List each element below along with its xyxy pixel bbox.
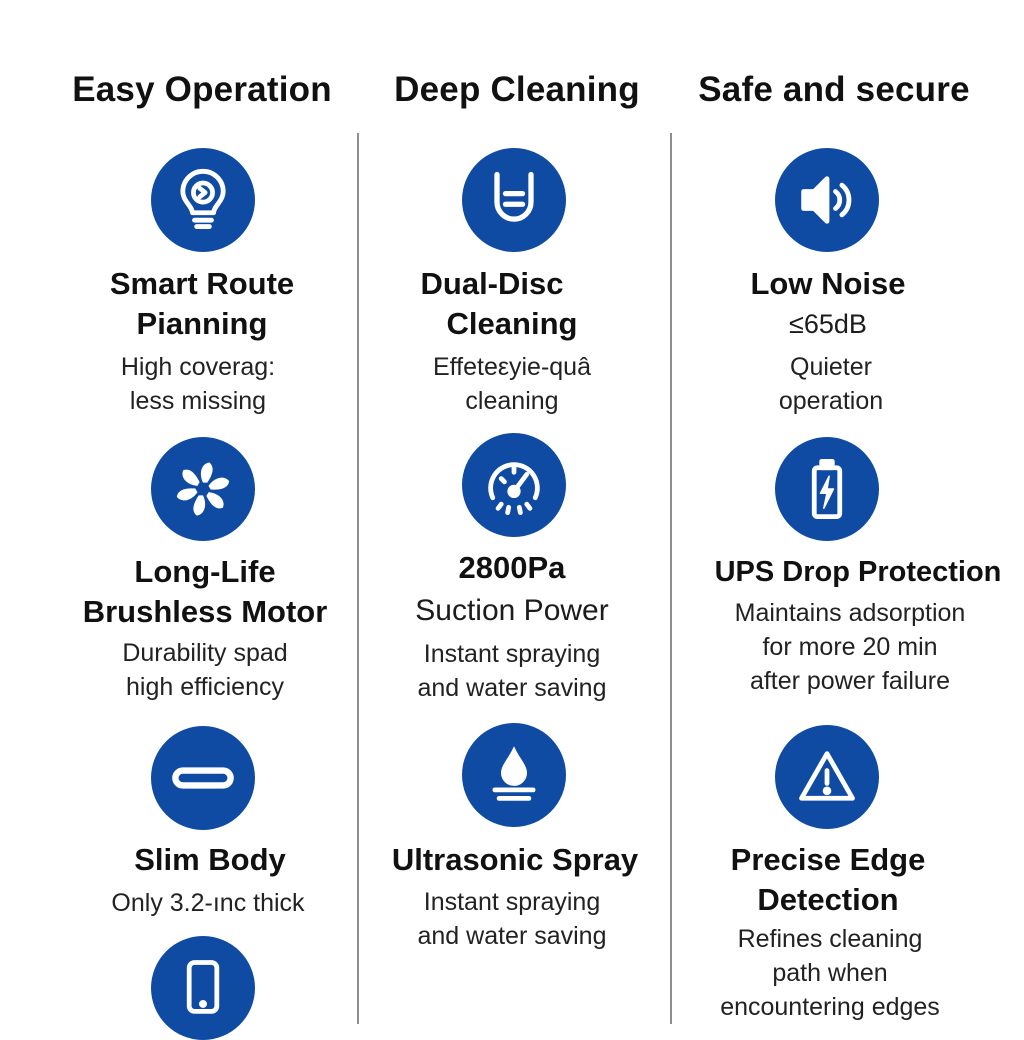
column-header-safe-secure: Safe and secure (698, 70, 970, 109)
feature-title-dual-disc: Dual-Disc Cleaning (420, 266, 578, 341)
feature-desc-brushless-motor: Durability spad high efficiency (122, 639, 288, 701)
feature-title-smart-route: Smart Route Pianning (109, 266, 295, 341)
speaker-icon (775, 148, 879, 252)
fan-motor-icon (151, 437, 255, 541)
feature-desc-low-noise: Quieter operation (778, 353, 884, 415)
slim-bar-icon (151, 726, 255, 830)
feature-desc-suction: Instant spraying and water saving (417, 640, 607, 702)
feature-title-slim-body: Slim Body (134, 842, 286, 877)
feature-desc-ups: Maintains adsorption for more 20 min after power failure (734, 599, 966, 695)
battery-bolt-icon (775, 437, 879, 541)
warning-triangle-icon (775, 725, 879, 829)
column-header-deep-cleaning: Deep Cleaning (394, 70, 640, 109)
smartphone-icon (151, 936, 255, 1040)
feature-title-low-noise: Low Noise (750, 266, 906, 301)
lightbulb-arrow-icon (151, 148, 255, 252)
feature-title-suction: 2800Pa (458, 550, 566, 585)
feature-subtitle-suction: Suction Power (415, 594, 609, 627)
gauge-icon (462, 433, 566, 537)
feature-desc-dual-disc: Effeteεyie-quâ cleaning (432, 353, 591, 415)
feature-title-ultrasonic: Ultrasonic Spray (391, 842, 639, 877)
feature-title-ups: UPS Drop Protection (714, 556, 1002, 588)
feature-title-edge-detection: Precise Edge Detection (730, 842, 926, 917)
feature-desc-slim-body: Only 3.2-ınc thick (111, 889, 305, 917)
dual-disc-icon (462, 148, 566, 252)
feature-desc-smart-route: High coverag: less missing (120, 353, 276, 415)
column-header-easy-operation: Easy Operation (72, 70, 332, 109)
feature-subtitle-noise-level: ≤65dB (789, 309, 867, 339)
water-drop-icon (462, 723, 566, 827)
feature-desc-edge-detection: Refines cleaning path when encountering edges (720, 925, 940, 1021)
feature-desc-ultrasonic: Instant spraying and water saving (417, 888, 607, 950)
feature-title-brushless-motor: Long-Life Brushless Motor (82, 554, 328, 629)
